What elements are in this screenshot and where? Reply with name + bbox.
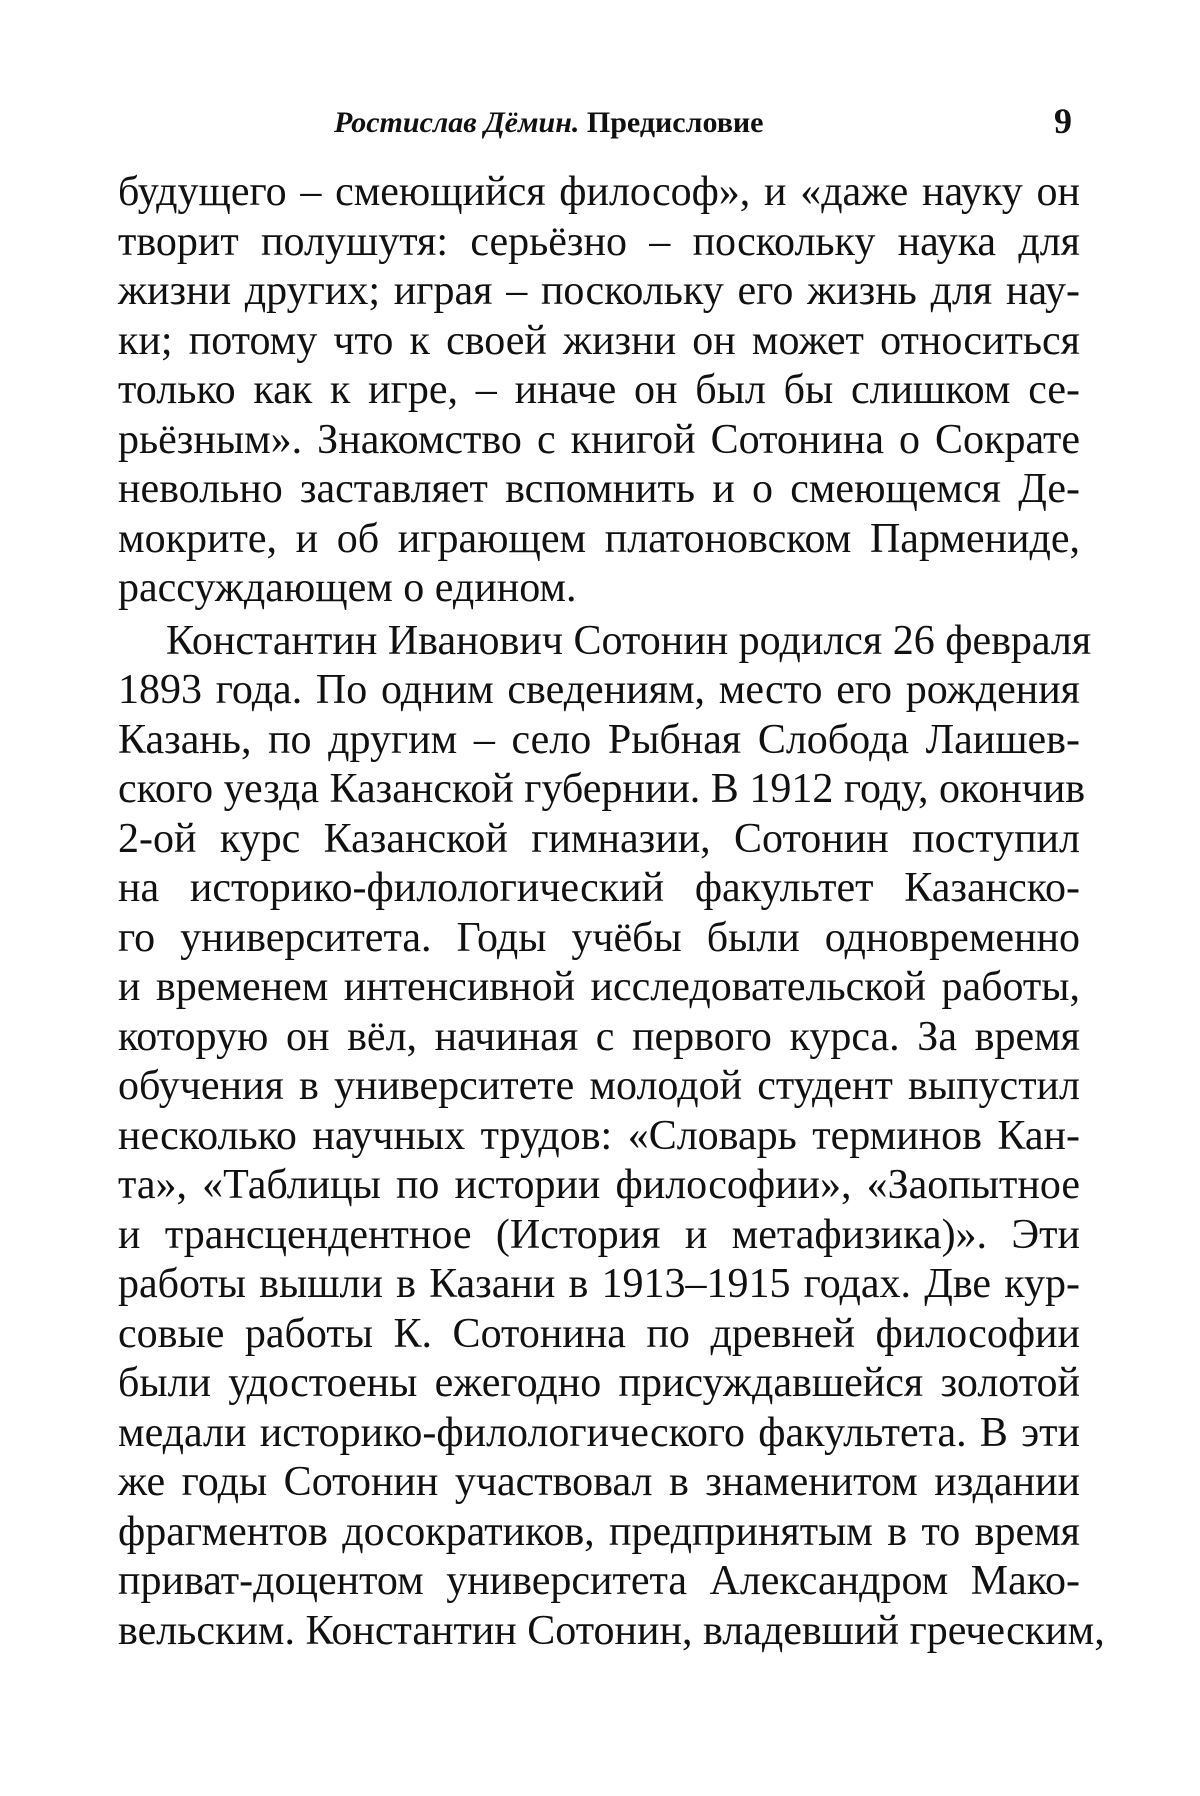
text-line: совые работы К. Сотонина по древней философии [118,1310,1080,1357]
text-line: 2-ой курс Казанской гимназии, Сотонин поступил [118,815,1080,862]
text-line: приват-доцентом университета Александром Мако- [118,1558,1080,1604]
text-line: несколько научных трудов: «Словарь терминов Кан- [118,1112,1080,1159]
book-page [118,96,1105,1656]
text-line: рьёзным». Знакомство с книгой Сотонина о Сократе [118,416,1080,463]
text-line: ки; потому что к своей жизни он может относиться [118,317,1080,364]
text-line: вельским. Константин Сотонин, владевший греческим, [118,1607,1105,1654]
paragraph [118,168,1080,614]
text-line: рассуждающем о едином. [118,565,577,611]
text-line: же годы Сотонин участвовал в знаменитом издании [118,1459,1080,1505]
body-text [118,168,1105,1656]
text-line: ского уезда Казанской губернии. В 1912 году, окончив [118,766,1086,812]
paragraph [118,617,1105,1657]
text-line: Константин Иванович Сотонин родился 26 февраля [166,617,1092,664]
text-line: мокрите, и об играющем платоновском Пармениде, [118,515,1080,562]
header-section: Предисловие [586,106,764,139]
text-line: и трансцендентное (История и метафизика)». Эти [118,1211,1080,1258]
running-header [118,96,1080,156]
text-line: невольно заставляет вспомнить и о смеющемся Де- [118,466,1080,512]
text-line: творит полушутя: серьёзно – поскольку наука для [118,218,1080,265]
text-line: которую он вёл, начиная с первого курса. За время [118,1013,1080,1060]
page-number: 9 [1054,101,1072,141]
header-author: Ростислав Дёмин. [334,106,580,139]
text-line: медали историко-филологического факультета. В эти [118,1409,1080,1456]
text-line: были удостоены ежегодно присуждавшейся золотой [118,1360,1080,1406]
text-line: будущего – смеющийся философ», и «даже науку он [118,169,1080,215]
text-line: обучения в университете молодой студент выпустил [118,1063,1080,1109]
text-line: работы вышли в Казани в 1913–1915 годах. Две кур- [118,1261,1080,1307]
text-line: го университета. Годы учёбы были одновременно [118,914,1080,961]
text-line: только как к игре, – иначе он был бы слишком се- [118,367,1080,413]
text-line: Казань, по другим – село Рыбная Слобода Лаишев- [118,716,1080,763]
text-line: на историко-филологический факультет Казанско- [118,865,1080,911]
header-title [334,106,764,140]
text-line: 1893 года. По одним сведениям, место его рождения [118,667,1080,713]
text-line: фрагментов досократиков, предпринятым в то время [118,1508,1080,1555]
text-line: та», «Таблицы по истории философии», «Заопытное [118,1162,1080,1208]
text-line: и временем интенсивной исследовательской работы, [118,964,1080,1010]
text-line: жизни других; играя – поскольку его жизнь для нау- [118,268,1080,314]
